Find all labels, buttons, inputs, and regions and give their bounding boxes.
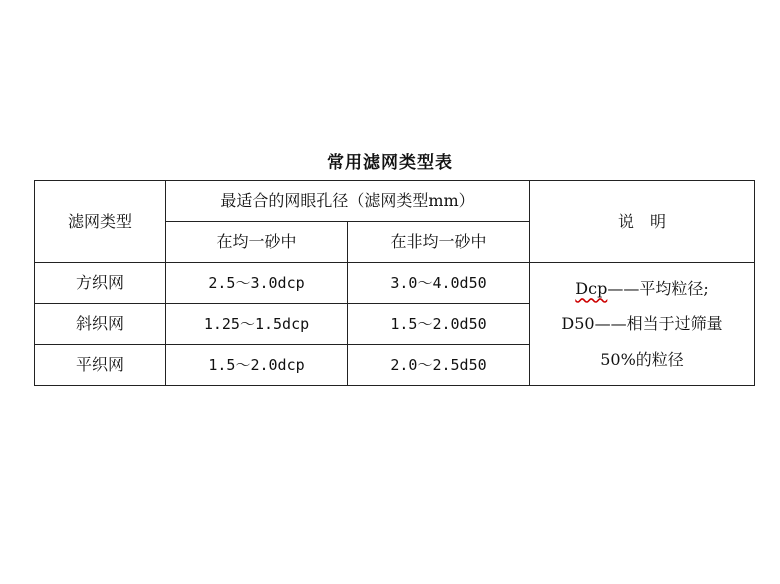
note-line-2: D50——相当于过筛量 <box>561 314 723 334</box>
note-line-3: 50%的粒径 <box>600 349 684 369</box>
table-row <box>35 263 755 304</box>
row-type: 平织网 <box>35 345 166 386</box>
header-explain: 说 明 <box>530 181 755 263</box>
row-non-uniform-value: 2.0～2.5d50 <box>348 345 530 386</box>
filter-type-table <box>34 180 755 386</box>
row-uniform-value: 1.5～2.0dcp <box>166 345 348 386</box>
row-uniform-value: 2.5～3.0dcp <box>166 263 348 304</box>
header-uniform-sand: 在均一砂中 <box>166 222 348 263</box>
header-filter-type: 滤网类型 <box>35 181 166 263</box>
row-non-uniform-value: 3.0～4.0d50 <box>348 263 530 304</box>
row-type: 方织网 <box>35 263 166 304</box>
explain-note <box>530 263 755 386</box>
row-non-uniform-value: 1.5～2.0d50 <box>348 304 530 345</box>
note-dcp-term: Dcp <box>575 279 608 299</box>
note-dcp-desc: ——平均粒径; <box>607 279 709 299</box>
row-uniform-value: 1.25～1.5dcp <box>166 304 348 345</box>
table-header-row <box>35 181 755 222</box>
header-non-uniform-sand: 在非均一砂中 <box>348 222 530 263</box>
header-aperture: 最适合的网眼孔径（滤网类型mm） <box>166 181 530 222</box>
row-type: 斜织网 <box>35 304 166 345</box>
note-line-1 <box>530 271 754 306</box>
table-title: 常用滤网类型表 <box>327 153 453 173</box>
